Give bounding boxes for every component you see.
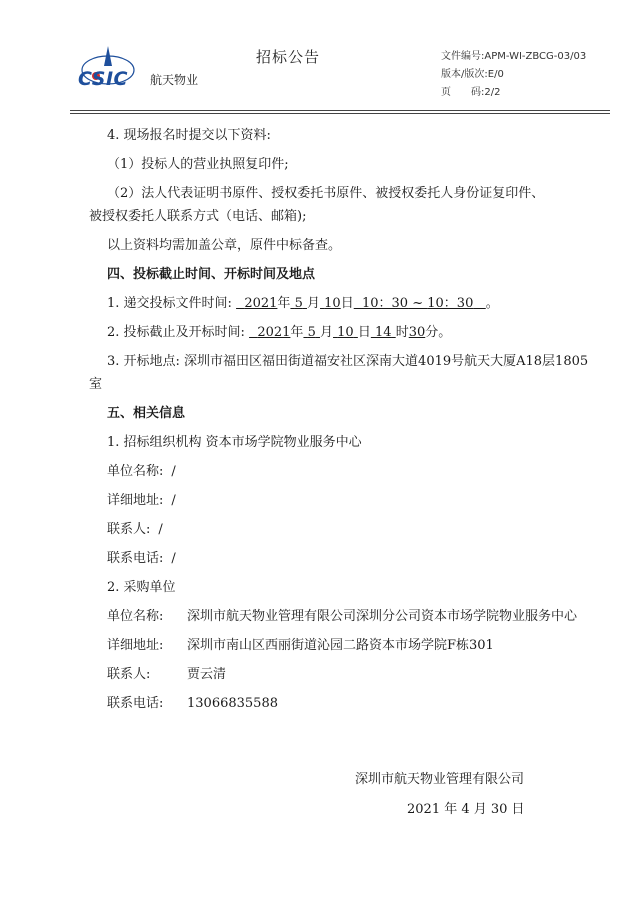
item-4-note: 以上资料均需加盖公章，原件中标备查。 — [107, 238, 342, 253]
signature-date: 2021 年 4 月 30 日 — [407, 802, 525, 817]
header-divider-double — [70, 113, 610, 114]
meta-file-number: 文件编号:APM-WI-ZBCG-03/03 — [441, 51, 587, 62]
document-body — [89, 124, 589, 721]
buyer-address-row: 详细地址: 深圳市南山区西丽街道沁园二路资本市场学院F栋301 — [107, 638, 494, 653]
section-time-heading: 四、投标截止时间、开标时间及地点 — [107, 267, 316, 282]
buyer-title: 2. 采购单位 — [107, 580, 176, 595]
item-4: 4. 现场报名时提交以下资料: — [107, 128, 271, 143]
org-title: 1. 招标组织机构 资本市场学院物业服务中心 — [107, 435, 362, 450]
org-phone-row: 联系电话: / — [107, 551, 176, 566]
meta-version: 版本/版次:E/0 — [441, 69, 504, 80]
org-contact-row: 联系人: / — [107, 522, 163, 537]
item-4-sub-2-line-1: （2）法人代表证明书原件、授权委托书原件、被授权委托人身份证复印件、 — [107, 186, 545, 201]
opening-time-line: 2. 投标截止及开标时间: 2021年 5 月 10 日 14 时30分。 — [107, 325, 452, 340]
logo-brand-text: CSIC — [78, 68, 128, 90]
header-divider — [70, 110, 610, 111]
company-logo — [78, 46, 228, 94]
buyer-phone-row: 联系电话: 13066835588 — [107, 696, 278, 711]
document-title: 招标公告 — [256, 48, 321, 66]
meta-page: 页 码:2/2 — [441, 87, 501, 98]
item-4-sub-2-line-2: 被授权委托人联系方式（电话、邮箱); — [89, 209, 307, 224]
section-info-heading: 五、相关信息 — [107, 406, 186, 421]
item-4-sub-1: （1）投标人的营业执照复印件; — [107, 157, 289, 172]
signature-company: 深圳市航天物业管理有限公司 — [355, 772, 525, 787]
buyer-contact-row: 联系人: 贾云清 — [107, 667, 227, 682]
logo-company-name: 航天物业 — [150, 73, 199, 87]
document-meta — [441, 48, 586, 102]
org-name-row: 单位名称: / — [107, 464, 176, 479]
org-address-row: 详细地址: / — [107, 493, 176, 508]
document-header — [0, 0, 640, 110]
opening-location-line: 3. 开标地点: 深圳市福田区福田街道福安社区深南大道4019号航天大厦A18层1805室 — [89, 354, 589, 392]
buyer-name-row: 单位名称: 深圳市航天物业管理有限公司深圳分公司资本市场学院物业服务中心 — [107, 609, 578, 624]
submission-time-line: 1. 递交投标文件时间: 2021年 5 月 10日 10：30 ~ 10：30 。 — [107, 296, 499, 311]
